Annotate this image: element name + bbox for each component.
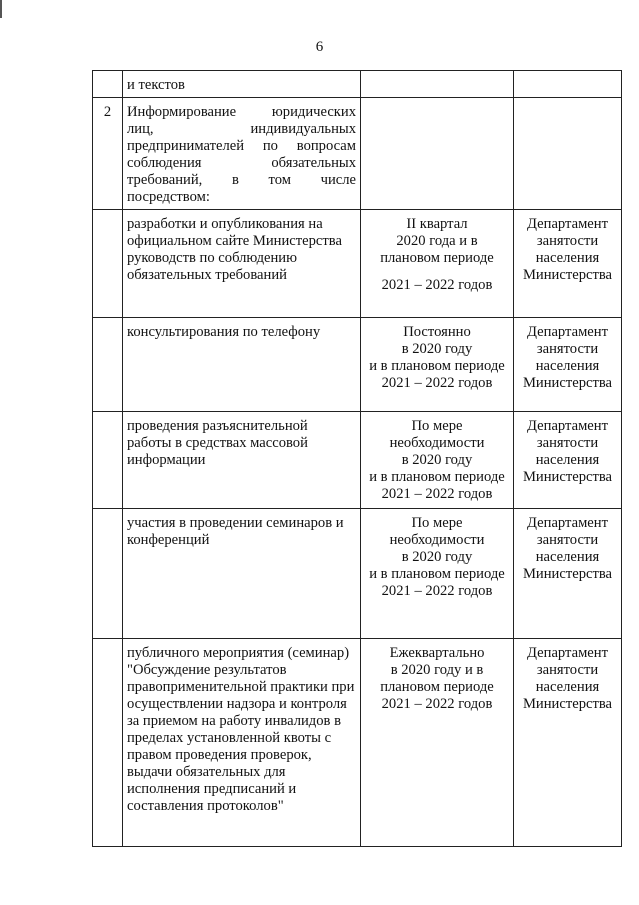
cell-line: участия в проведении семинаров и [127,515,344,531]
cell-line: пределах установленной квоты с [127,730,332,746]
cell-line: 2021 – 2022 годов [381,583,493,599]
cell-line: исполнения предписаний и [127,781,297,797]
table-row [93,318,622,412]
cell-line: информации [127,452,206,468]
responsible-cell [514,98,622,210]
cell-line: обязательных требований [127,267,287,283]
cell-line: 2021 – 2022 годов [381,696,493,712]
cell-line: Министерства [522,375,613,391]
row-number-cell [93,509,123,639]
activity-cell [123,639,361,847]
cell-line: занятости [536,532,599,548]
scan-edge-mark [0,0,2,18]
table-row [93,71,622,98]
cell-line: составления протоколов" [127,798,284,814]
responsible-cell [514,639,622,847]
cell-line: населения [535,358,600,374]
cell-line: населения [535,679,600,695]
activity-cell [123,509,361,639]
row-number-cell [93,71,123,98]
cell-line: Постоянно [403,324,471,340]
responsible-cell [514,412,622,509]
cell-line: По мере [411,515,463,531]
cell-line: необходимости [389,532,485,548]
cell-line: и в плановом периоде [369,566,505,582]
table-row [93,412,622,509]
page-number: 6 [315,39,324,55]
cell-line: консультирования по телефону [127,324,321,340]
activity-cell [123,98,361,210]
cell-line: официальном сайте Министерства [127,233,342,249]
table-row [93,210,622,318]
cell-line: Ежеквартально [389,645,485,661]
row-number-cell [93,412,123,509]
cell-line: правоприменительной практики при [127,679,355,695]
activities-table-body [93,71,622,847]
cell-line: публичного мероприятия (семинар) [127,645,350,661]
cell-line: 2021 – 2022 годов [381,375,493,391]
period-cell [361,98,514,210]
cell-line: Департамент [527,418,608,434]
cell-line: По мере [411,418,463,434]
cell-line: требований, в том числе [127,172,356,188]
cell-line: предпринимателей по вопросам [127,138,356,154]
period-cell [361,71,514,98]
cell-line: населения [535,549,600,565]
cell-line: занятости [536,341,599,357]
cell-line: в 2020 году [401,341,473,357]
row-number-cell [93,210,123,318]
cell-line: Информирование юридических [127,104,356,120]
cell-line: разработки и опубликования на [127,216,323,232]
table-row [93,639,622,847]
cell-line: правом проведения проверок, [127,747,312,763]
cell-line: Департамент [527,324,608,340]
cell-line: 2021 – 2022 годов [381,486,493,502]
cell-line: занятости [536,233,599,249]
row-number-cell: 2 [93,98,123,210]
cell-line: и в плановом периоде [369,358,505,374]
responsible-cell [514,318,622,412]
cell-line: 2020 года и в [396,233,478,249]
responsible-cell [514,210,622,318]
cell-line: необходимости [389,435,485,451]
cell-line: 2021 – 2022 годов [381,277,493,293]
period-cell [361,318,514,412]
cell-line: лиц, индивидуальных [127,121,356,137]
cell-line [365,267,509,277]
cell-line: конференций [127,532,210,548]
cell-line: осуществлении надзора и контроля [127,696,347,712]
cell-line: и текстов [127,77,185,93]
activity-cell [123,71,361,98]
cell-line: "Обсуждение результатов [127,662,287,678]
cell-line: плановом периоде [380,250,494,266]
activity-cell [123,318,361,412]
cell-line: и в плановом периоде [369,469,505,485]
responsible-cell [514,71,622,98]
cell-line: в 2020 году [401,452,473,468]
cell-line: работы в средствах массовой [127,435,308,451]
period-cell [361,639,514,847]
cell-line: занятости [536,662,599,678]
cell-line: посредством: [127,189,210,205]
cell-line: Департамент [527,216,608,232]
activity-cell [123,412,361,509]
cell-line: плановом периоде [380,679,494,695]
cell-line: выдачи обязательных для [127,764,286,780]
table-row [93,509,622,639]
activity-cell [123,210,361,318]
cell-line: Министерства [522,566,613,582]
cell-line: Департамент [527,515,608,531]
cell-line: за приемом на работу инвалидов в [127,713,341,729]
cell-line: руководств по соблюдению [127,250,297,266]
period-cell [361,509,514,639]
cell-line: населения [535,250,600,266]
cell-line: II квартал [406,216,468,232]
cell-line: Министерства [522,469,613,485]
cell-line: населения [535,452,600,468]
row-number-cell [93,318,123,412]
cell-line: в 2020 году и в [390,662,484,678]
cell-line: Министерства [522,696,613,712]
cell-line: Министерства [522,267,613,283]
row-number-cell [93,639,123,847]
cell-line: проведения разъяснительной [127,418,308,434]
cell-line: соблюдения обязательных [127,155,356,171]
activities-table [92,70,622,847]
cell-line: Департамент [527,645,608,661]
cell-line: занятости [536,435,599,451]
cell-line: в 2020 году [401,549,473,565]
responsible-cell [514,509,622,639]
table-row [93,98,622,210]
period-cell [361,412,514,509]
period-cell [361,210,514,318]
